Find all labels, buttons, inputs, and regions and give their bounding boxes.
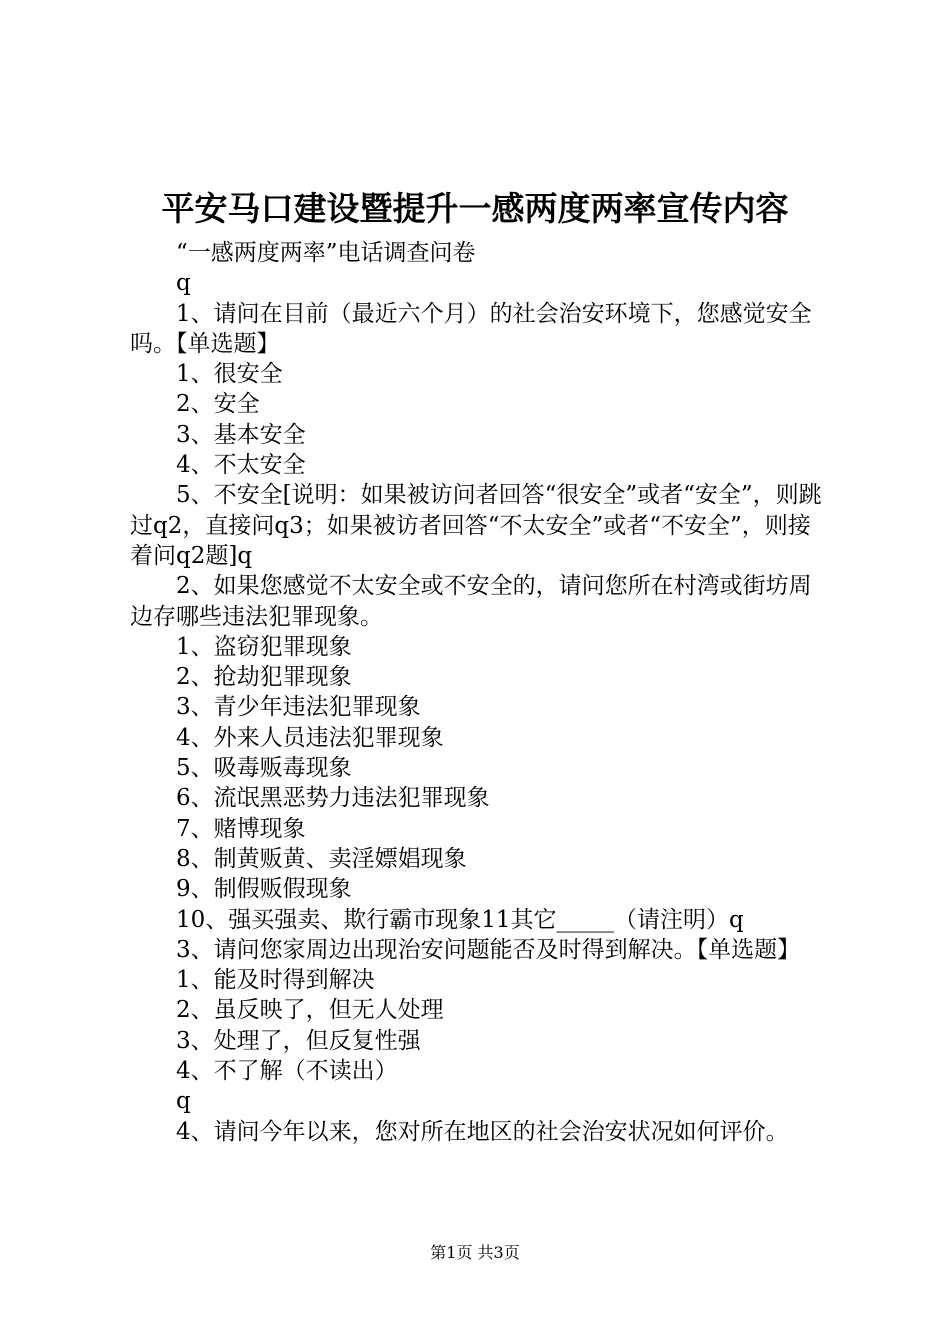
option-item: 7、赌博现象 bbox=[176, 815, 306, 842]
document-title: 平安马口建设暨提升一感两度两率宣传内容 bbox=[161, 189, 789, 228]
option-item: 2、虽反映了，但无人处理 bbox=[176, 997, 444, 1024]
option-item: 1、能及时得到解决 bbox=[176, 967, 375, 994]
question-4: 4、请问今年以来，您对所在地区的社会治安状况如何评价。 bbox=[176, 1118, 789, 1145]
option-item: 3、基本安全 bbox=[176, 421, 306, 448]
option-item: 8、制黄贩黄、卖淫嫖娼现象 bbox=[176, 845, 467, 872]
paragraph: q bbox=[176, 270, 191, 297]
option-item: 10、强买强卖、欺行霸市现象11其它_____（请注明）q bbox=[176, 906, 744, 933]
paragraph-survey-name: “一感两度两率”电话调查问卷 bbox=[176, 240, 476, 266]
option-item: 1、盗窃犯罪现象 bbox=[176, 633, 352, 660]
option-item: 3、青少年违法犯罪现象 bbox=[176, 694, 421, 721]
document-body bbox=[130, 238, 830, 1147]
option-item: 2、抢劫犯罪现象 bbox=[176, 664, 352, 691]
option-item: 6、流氓黑恶势力违法犯罪现象 bbox=[176, 785, 490, 812]
question-3: 3、请问您家周边出现治安问题能否及时得到解决。【单选题】 bbox=[176, 936, 801, 963]
option-item-with-note: 5、不安全[说明：如果被访问者回答“很安全”或者“安全”，则跳过q2，直接问q3；如果被访者回答“不太安全”或者“不安全”，则接着问q2题]q bbox=[130, 482, 822, 569]
question-2: 2、如果您感觉不太安全或不安全的，请问您所在村湾或街坊周边存哪些违法犯罪现象。 bbox=[130, 573, 812, 630]
option-item: 4、不太安全 bbox=[176, 452, 306, 479]
option-item: 5、吸毒贩毒现象 bbox=[176, 755, 352, 782]
option-item: 1、很安全 bbox=[176, 361, 283, 388]
option-item: 3、处理了，但反复性强 bbox=[176, 1027, 421, 1054]
question-1: 1、请问在目前（最近六个月）的社会治安环境下，您感觉安全吗。【单选题】 bbox=[130, 300, 812, 357]
option-item: 2、安全 bbox=[176, 391, 260, 418]
option-item: 4、外来人员违法犯罪现象 bbox=[176, 724, 444, 751]
option-item: 9、制假贩假现象 bbox=[176, 876, 352, 903]
paragraph: q bbox=[176, 1088, 191, 1115]
page-footer: 第1页 共3页 bbox=[430, 1243, 520, 1262]
option-item: 4、不了解（不读出） bbox=[176, 1058, 398, 1085]
